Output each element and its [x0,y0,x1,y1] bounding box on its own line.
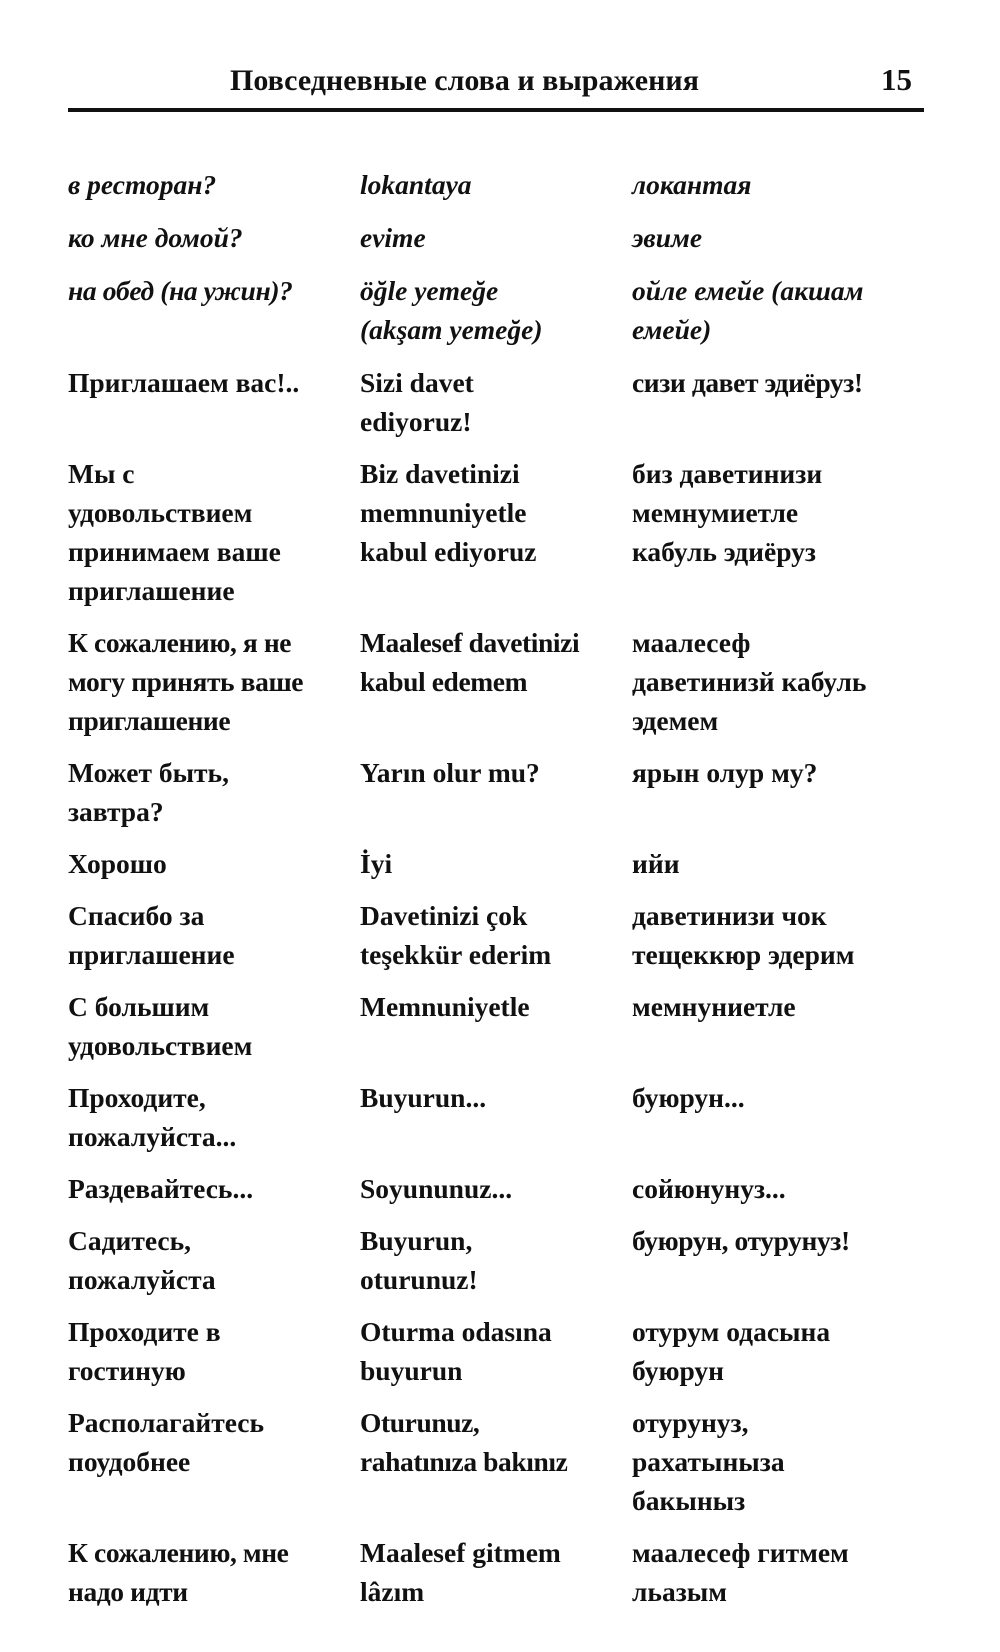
phrase-row [68,896,938,974]
turkish-phrase: Memnuniyetle [360,991,530,1022]
russian-phrase: Приглашаем вас!.. [68,367,300,398]
phrase-row [68,1221,938,1299]
turkish-phrase: Maalesef gitmem lâzım [360,1537,561,1607]
running-header [68,58,924,112]
turkish-phrase: öğle yemeğe (akşam yemeğe) [360,275,543,345]
pronunciation: буюрун, отурунуз! [632,1225,850,1256]
russian-phrase: в ресторан? [68,169,217,200]
russian-phrase: Садитесь, пожалуйста [68,1225,216,1295]
turkish-phrase: Biz davetinizi memnuniyetle kabul ediyoruz [360,458,537,567]
phrase-row [68,1169,938,1208]
pronunciation: сизи давет эдиёруз! [632,367,863,398]
turkish-phrase: Davetinizi çok teşekkür ederim [360,900,552,970]
phrase-row [68,623,938,740]
turkish-phrase: Oturma odasına buyurun [360,1316,552,1386]
pronunciation: мемнуниетле [632,991,796,1022]
russian-phrase: ко мне домой? [68,222,243,253]
russian-phrase: Спасибо за приглашение [68,900,235,970]
phrase-row [68,454,938,610]
turkish-phrase: evime [360,222,426,253]
pronunciation: биз даветинизи мемнумиетле кабуль эдиёруз [632,458,823,567]
pronunciation: локантая [632,169,752,200]
phrase-row [68,753,938,831]
turkish-phrase: Yarın olur mu? [360,757,540,788]
pronunciation: маалесеф даветинизй кабуль эдемем [632,627,867,736]
pronunciation: отурунуз, рахатыныза бакыныз [632,1407,785,1516]
chapter-title: Повседневные слова и выражения [230,64,699,97]
russian-phrase: К сожалению, мне надо идти [68,1537,289,1607]
turkish-phrase: Buyurun... [360,1082,487,1113]
phrase-row [68,987,938,1065]
russian-phrase: Хорошо [68,848,167,879]
phrase-row [68,844,938,883]
page-number: 15 [881,62,912,97]
russian-phrase: на обед (на ужин)? [68,275,293,306]
phrase-row [68,165,938,204]
phrase-row [68,1533,938,1611]
turkish-phrase: Oturunuz, rahatınıza bakınız [360,1407,568,1477]
russian-phrase: Мы с удовольствием принимаем ваше приглашение [68,458,281,606]
russian-phrase: Проходите в гостиную [68,1316,221,1386]
pronunciation: эвиме [632,222,703,253]
turkish-phrase: İyi [360,848,393,879]
pronunciation: сойюнунуз... [632,1173,786,1204]
russian-phrase: С большим удовольствием [68,991,253,1061]
phrase-row [68,218,938,257]
phrase-row [68,1403,938,1520]
pronunciation: ийи [632,848,680,879]
russian-phrase: Располагайтесь поудобнее [68,1407,265,1477]
phrase-row [68,1312,938,1390]
phrase-row [68,271,938,349]
pronunciation: ярын олур му? [632,757,818,788]
russian-phrase: К сожалению, я не могу принять ваше приглашение [68,627,304,736]
russian-phrase: Раздевайтесь... [68,1173,254,1204]
pronunciation: буюрун... [632,1082,745,1113]
pronunciation: отурум одасына буюрун [632,1316,831,1386]
russian-phrase: Может быть, завтра? [68,757,229,827]
phrase-row [68,1078,938,1156]
turkish-phrase: Buyurun, oturunuz! [360,1225,478,1295]
pronunciation: ойле емейе (акшам емейе) [632,275,864,345]
turkish-phrase: Soyununuz... [360,1173,513,1204]
pronunciation: даветинизи чок тещеккюр эдерим [632,900,855,970]
turkish-phrase: Sizi davet ediyoruz! [360,367,474,437]
turkish-phrase: lokantaya [360,169,472,200]
pronunciation: маалесеф гитмем льазым [632,1537,849,1607]
russian-phrase: Проходите, пожалуйста... [68,1082,237,1152]
turkish-phrase: Maalesef davetinizi kabul edemem [360,627,580,697]
phrase-row [68,363,938,441]
phrase-table [68,165,938,1624]
